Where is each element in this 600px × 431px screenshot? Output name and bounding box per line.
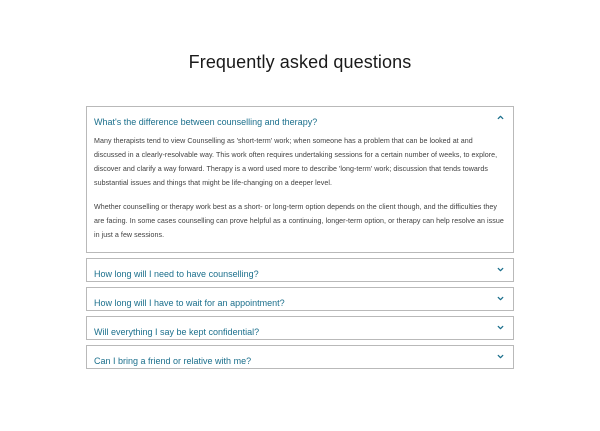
faq-item [86,345,514,369]
faq-question: What's the difference between counselling and therapy? [94,117,318,127]
faq-header[interactable] [87,259,513,281]
chevron-down-icon[interactable] [496,323,505,332]
faq-question: Can I bring a friend or relative with me? [94,356,252,366]
chevron-down-icon[interactable] [496,265,505,274]
faq-question: How long will I have to wait for an appointment? [94,298,285,308]
faq-header[interactable] [87,288,513,310]
faq-answer [87,129,513,252]
faq-question: Will everything I say be kept confidential? [94,327,260,337]
faq-accordion [86,106,514,374]
faq-item [86,258,514,282]
faq-header[interactable] [87,107,513,129]
chevron-up-icon[interactable] [496,113,505,122]
faq-answer-paragraph: Many therapists tend to view Counselling as 'short-term' work; when someone has a problem that can be looked at and discussed in a clearly-resolvable way. This work often requires undertaking sessions for a certain number of weeks, to explore, discover and clarify a way forward. Therapy is a word used more to describe 'long-term' work; discussion that tends towards substantial issues and things that might be life-changing on a deeper level. [94,137,498,187]
faq-header[interactable] [87,346,513,368]
faq-item [86,106,514,253]
faq-header[interactable] [87,317,513,339]
chevron-down-icon[interactable] [496,294,505,303]
faq-item [86,316,514,340]
faq-question: How long will I need to have counselling? [94,269,259,279]
faq-answer-paragraph: Whether counselling or therapy work best as a short- or long-term option depends on the client though, and the difficulties they are facing. In some cases counselling can prove helpful as a continuing, longer-term option, or therapy can help resolve an issue in just a few sessions. [94,203,504,239]
chevron-down-icon[interactable] [496,352,505,361]
faq-item [86,287,514,311]
page-title: Frequently asked questions [188,52,412,72]
